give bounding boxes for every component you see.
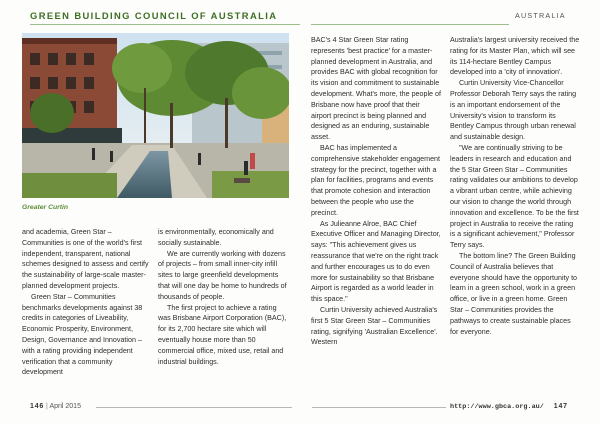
col4-paragraph: Curtin University Vice-Chancellor Professor Deborah Terry says the rating is an important endorsement of the University's vision to transform its Bentley Campus through urban renewal and sustainable design. — [450, 79, 577, 142]
text-column-1 — [22, 227, 150, 378]
text-column-3 — [311, 35, 441, 348]
col4-paragraph: Australia's largest university received the rating for its Master Plan, which will see its 114-hectare Bentley Campus developed into a 'city of innovation'. — [450, 36, 580, 77]
col3-paragraph: Curtin University achieved Australia's first 5 Star Green Star – Communities rating, signifying 'Australian Excellence'. Western — [311, 305, 438, 347]
footer-rule-right — [312, 407, 446, 408]
col4-paragraph: The bottom line? The Green Building Council of Australia believes that everyone should have the opportunity to learn in a green school, work in a green office, or live in a green home. Green Star – Communities provides the pathways to create sustainable places for everyone. — [450, 251, 578, 336]
website-link[interactable]: http://www.gbca.org.au/ — [450, 403, 544, 411]
footer-right — [450, 403, 568, 411]
col1-paragraph: and academia, Green Star – Communities is one of the world's first independent, transparent, national schemes designed to assess and certify the sustainability of large-scale master-planned development projects. — [22, 228, 149, 290]
photo-caption: Greater Curtin — [22, 204, 69, 211]
col1-paragraph: Green Star – Communities benchmarks developments against 38 credits in categories of Liveability, Economic Prosperity, Environment, Design, Governance and Innovation – with a rating providing independent verification that a community development — [22, 292, 143, 377]
publication-header: GREEN BUILDING COUNCIL OF AUSTRALIA — [30, 10, 278, 21]
header-rule-left — [30, 24, 300, 25]
col4-paragraph: "We are continually striving to be leaders in research and education and the 5 Star Green Star – Communities rating validates our ambitions to develop a vibrant urban centre, while achieving our vision to change the world through innovation and excellence. To be the first project in Australia to receive the rating is a significant achievement," Professor Terry says. — [450, 143, 579, 250]
footer-left — [30, 403, 81, 410]
left-page-number: 146 — [30, 403, 45, 410]
col3-paragraph: BAC's 4 Star Green Star rating represents 'best practice' for a master-planned development in Australia, and provides BAC with global recognition for its vision and commitment to sustainable development. What's more, the people of Brisbane now have proof that their airport precinct is being planned and designed as an enduring, sustainable asset. — [311, 36, 441, 142]
header-rule-right — [311, 24, 509, 25]
issue-date: April 2015 — [49, 403, 81, 410]
campus-photo — [22, 33, 289, 198]
footer-rule-left — [96, 407, 292, 408]
text-column-2 — [158, 227, 288, 367]
col2-paragraph: The first project to achieve a rating was Brisbane Airport Corporation (BAC), for its 2,700 hectare site which will eventually house more than 50 commercial office, mixed use, retail and industrial buildings. — [158, 303, 287, 366]
footer-separator: | — [46, 403, 48, 410]
col2-paragraph: is environmentally, economically and socially sustainable. — [158, 228, 274, 247]
section-label: AUSTRALIA — [515, 11, 566, 20]
col3-paragraph: BAC has implemented a comprehensive stakeholder engagement strategy for the precinct, together with a plan for facilities, programs and events that promote cohesion and interaction between the people who use the precinct. — [311, 143, 441, 217]
col2-paragraph: We are currently working with dozens of projects – from small inner-city infill sites to large greenfield developments that will one day be home to hundreds of thousands of people. — [158, 249, 287, 301]
right-page-number: 147 — [553, 403, 568, 410]
col3-paragraph: As Julieanne Alroe, BAC Chief Executive Officer and Managing Director, says: "This achievement gives us reassurance that we're on the right track and further encourages us to do even more for sustainability so that Brisbane Airport is regarded as a world leader in this space." — [311, 219, 441, 304]
text-column-4 — [450, 35, 580, 337]
